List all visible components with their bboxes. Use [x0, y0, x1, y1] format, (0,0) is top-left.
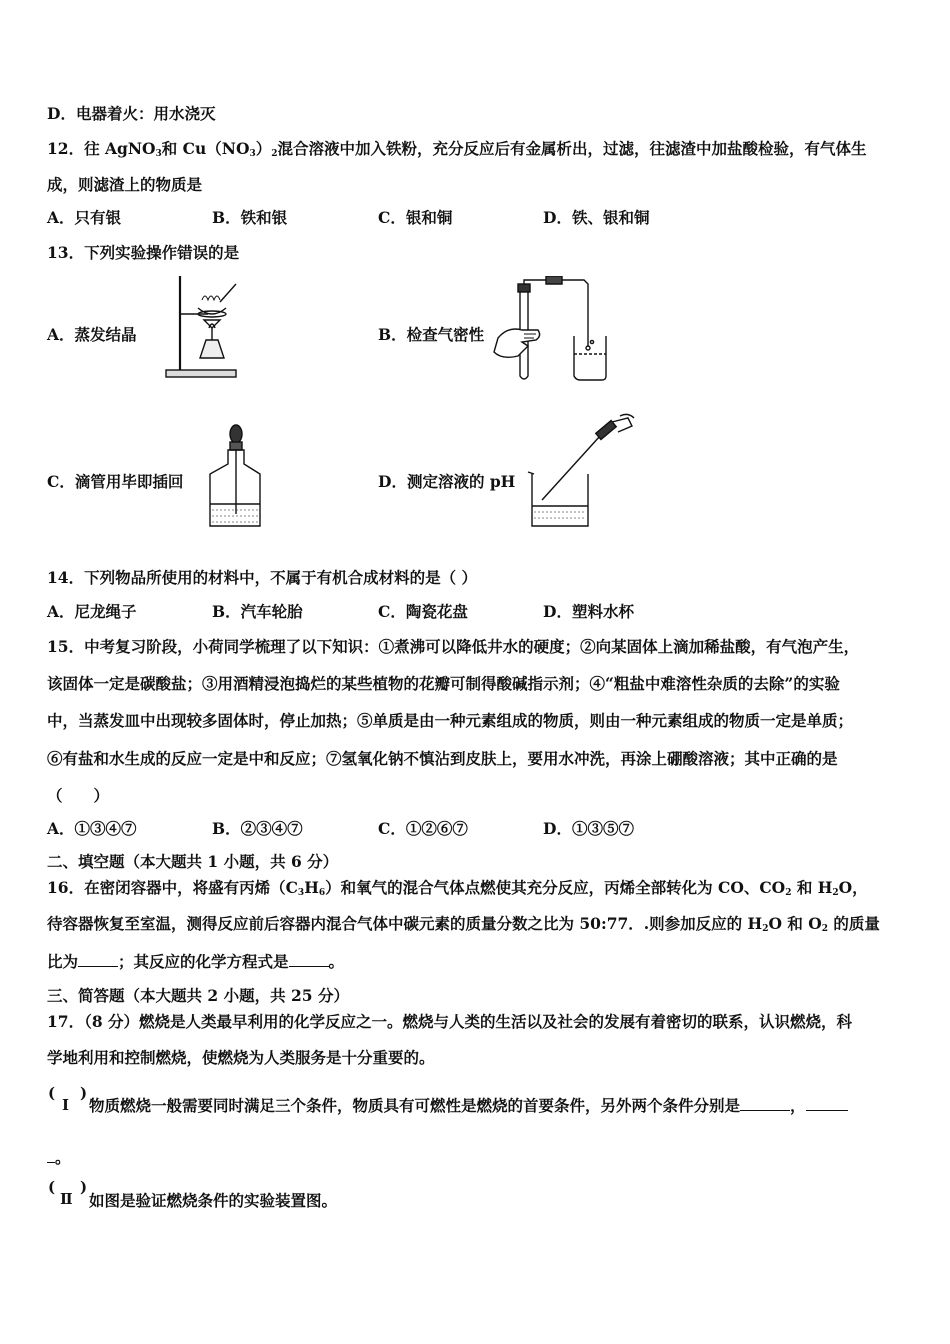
q11-option-d: D．电器着火：用水浇灭: [47, 104, 216, 123]
subscript: 3: [249, 149, 256, 159]
q16-text: 待容器恢复至室温，测得反应前后容器内混合气体中碳元素的质量分数之比为 50:77．.则参加反应的 H: [47, 914, 763, 933]
q14-stem: 14．下列物品所使用的材料中，不属于有机合成材料的是（ ）: [47, 568, 477, 587]
agno3-formula: AgNO: [104, 139, 156, 158]
q16-line-3: [47, 952, 344, 972]
answer-blank[interactable]: [289, 952, 329, 967]
airtightness-check-figure: [488, 276, 618, 384]
q14-option-a: A．尼龙绳子: [47, 602, 137, 621]
q13-option-a: A．蒸发结晶: [47, 325, 137, 344]
subscript: 2: [821, 924, 829, 934]
part2-paren-close: ): [80, 1178, 88, 1196]
answer-blank[interactable]: [806, 1096, 848, 1111]
q17-part1-end: [47, 1148, 71, 1168]
q15-line-4: ⑥有盐和水生成的反应一定是中和反应；⑦氢氧化钠不慎沾到皮肤上，要用水冲洗，再涂上硼酸溶液；其中正确的是: [47, 749, 838, 768]
q16-line-1: [47, 878, 868, 898]
separator: ，: [790, 1096, 806, 1115]
subscript: 3: [155, 149, 162, 159]
subscript: 2: [785, 888, 792, 898]
q15-option-a: A．①③④⑦: [47, 819, 137, 838]
q17-part1-text: 物质燃烧一般需要同时满足三个条件，物质具有可燃性是燃烧的首要条件，另外两个条件分别是: [89, 1096, 741, 1115]
dropper-bottle-figure: [200, 422, 272, 532]
q15-option-b: B．②③④⑦: [212, 819, 303, 838]
section-3-heading: 三、简答题（本大题共 2 小题，共 25 分）: [47, 986, 349, 1005]
subscript: 2: [762, 924, 769, 934]
q16-text: ；其反应的化学方程式是: [118, 952, 289, 971]
q15-line-2: 该固体一定是碳酸盐；③用酒精浸泡捣烂的某些植物的花瓣可制得酸碱指示剂；④“粗盐中难溶性杂质的去除”的实验: [47, 674, 840, 693]
q12-option-c: C．银和铜: [378, 208, 453, 227]
subscript: 6: [318, 888, 326, 898]
period: 。: [55, 1148, 71, 1167]
q16-text: O 和 O: [768, 914, 822, 933]
q16-text: 。: [328, 952, 345, 971]
subscript: 2: [271, 149, 278, 159]
subscript: 3: [297, 888, 305, 898]
q12-option-b: B．铁和银: [212, 208, 288, 227]
q12-stem-line2: 成，则滤渣上的物质是: [47, 175, 203, 194]
q13-stem: 13．下列实验操作错误的是: [47, 243, 240, 262]
q17-part2-text: 如图是验证燃烧条件的实验装置图。: [89, 1191, 338, 1210]
q12-option-a: A．只有银: [47, 208, 122, 227]
q17-line-2: 学地利用和控制燃烧，使燃烧为人类服务是十分重要的。: [47, 1048, 435, 1067]
q12-num: 12．往: [47, 139, 105, 158]
q16-text: H: [304, 878, 319, 897]
cu-formula: 和 Cu（NO: [161, 139, 250, 158]
subscript: 2: [832, 888, 839, 898]
q12-option-d: D．铁、银和铜: [543, 208, 650, 227]
q17-line-1: 17．（8 分）燃烧是人类最早利用的化学反应之一。燃烧与人类的生活以及社会的发展有着密切的联系，认识燃烧，科: [47, 1012, 853, 1031]
answer-blank[interactable]: [47, 1148, 55, 1163]
q14-option-c: C．陶瓷花盘: [378, 602, 468, 621]
q16-text: ）和氧气的混合气体点燃使其充分反应，丙烯全部转化为 CO、CO: [325, 878, 786, 897]
section-2-heading: 二、填空题（本大题共 1 小题，共 6 分）: [47, 852, 339, 871]
q13-option-c: C．滴管用毕即插回: [47, 472, 184, 491]
q12-stem-line1: [47, 139, 867, 159]
part1-number: Ⅰ: [62, 1096, 70, 1114]
answer-blank[interactable]: [78, 952, 118, 967]
q15-option-d: D．①③⑤⑦: [543, 819, 634, 838]
q16-text: 和 H: [791, 878, 833, 897]
q15-line-1: 15．中考复习阶段，小荷同学梳理了以下知识：①煮沸可以降低井水的硬度；②向某固体上滴加稀盐酸，有气泡产生，: [47, 637, 860, 656]
q13-option-d: D．测定溶液的 pH: [378, 472, 516, 491]
q16-line-2: [47, 914, 880, 934]
q15-line-3: 中，当蒸发皿中出现较多固体时，停止加热；⑤单质是由一种元素组成的物质，则由一种元素组成的物质一定是单质；: [47, 711, 854, 730]
q14-option-d: D．塑料水杯: [543, 602, 634, 621]
part2-number: Ⅱ: [60, 1190, 73, 1208]
q15-option-c: C．①②⑥⑦: [378, 819, 468, 838]
paren: ）: [255, 139, 272, 158]
q12-text: 混合溶液中加入铁粉，充分反应后有金属析出，过滤，往滤渣中加盐酸检验，有气体生: [277, 139, 867, 158]
answer-blank[interactable]: [740, 1096, 790, 1111]
part1-paren-close: ): [80, 1084, 88, 1102]
q15-line-5: （ ）: [47, 786, 110, 805]
q16-text: 的质量: [828, 914, 880, 933]
q16-text: 比为: [47, 952, 79, 971]
ph-test-figure: [520, 412, 640, 532]
q16-text: 16．在密闭容器中，将盛有丙烯（C: [47, 878, 298, 897]
evaporation-apparatus-figure: [160, 272, 240, 382]
q16-text: O，: [838, 878, 868, 897]
q14-option-b: B．汽车轮胎: [212, 602, 303, 621]
part2-paren-open: (: [48, 1178, 56, 1196]
q13-option-b: B．检查气密性: [378, 325, 485, 344]
part1-paren-open: (: [48, 1084, 56, 1102]
q17-part1-line: [89, 1096, 848, 1116]
